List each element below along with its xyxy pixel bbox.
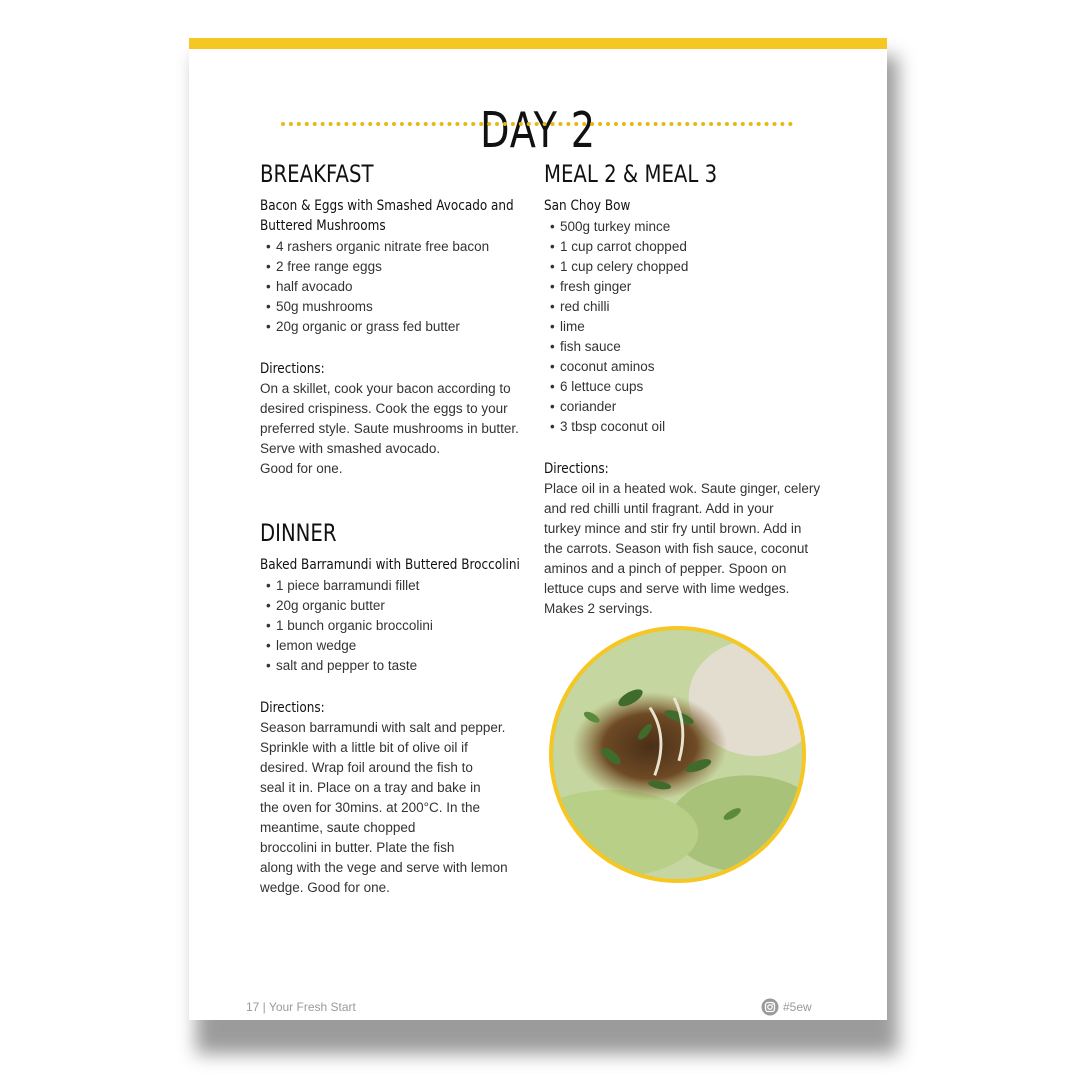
direction-line: turkey mince and stir fry until brown. Add in bbox=[544, 521, 802, 536]
meal23-recipe-name: San Choy Bow bbox=[544, 198, 631, 214]
footer-social bbox=[761, 998, 812, 1016]
left-column bbox=[260, 160, 530, 898]
meal23-ingredient-list bbox=[544, 217, 829, 437]
list-item: • 4 rashers organic nitrate free bacon bbox=[266, 237, 530, 257]
list-item: • coconut aminos bbox=[550, 357, 829, 377]
food-photo-icon bbox=[553, 630, 802, 879]
meal23-directions bbox=[544, 479, 829, 619]
breakfast-directions-label: Directions: bbox=[260, 361, 325, 377]
meal23-heading: MEAL 2 & MEAL 3 bbox=[544, 160, 718, 188]
list-item: • lemon wedge bbox=[266, 636, 530, 656]
footer-hashtag: #5ew bbox=[783, 1000, 812, 1014]
breakfast-directions bbox=[260, 379, 530, 479]
list-item: • 3 tbsp coconut oil bbox=[550, 417, 829, 437]
dinner-ingredient-list bbox=[260, 576, 530, 676]
list-item: • coriander bbox=[550, 397, 829, 417]
direction-line: the carrots. Season with fish sauce, coconut bbox=[544, 541, 809, 556]
direction-line: Place oil in a heated wok. Saute ginger, celery bbox=[544, 481, 821, 496]
top-accent-bar bbox=[189, 38, 887, 49]
list-item: • red chilli bbox=[550, 297, 829, 317]
meal23-directions-label: Directions: bbox=[544, 461, 609, 477]
direction-line: Good for one. bbox=[260, 461, 343, 476]
list-item: • salt and pepper to taste bbox=[266, 656, 530, 676]
list-item: • 2 free range eggs bbox=[266, 257, 530, 277]
list-item: • 1 cup celery chopped bbox=[550, 257, 829, 277]
list-item: • half avocado bbox=[266, 277, 530, 297]
list-item: • 20g organic butter bbox=[266, 596, 530, 616]
dinner-heading: DINNER bbox=[260, 519, 337, 547]
right-column bbox=[544, 160, 829, 619]
list-item: • 50g mushrooms bbox=[266, 297, 530, 317]
list-item: • fresh ginger bbox=[550, 277, 829, 297]
list-item: • 500g turkey mince bbox=[550, 217, 829, 237]
breakfast-recipe-name bbox=[260, 196, 522, 236]
dinner-directions-label: Directions: bbox=[260, 700, 325, 716]
list-item: • 1 bunch organic broccolini bbox=[266, 616, 530, 636]
direction-line: and red chilli until fragrant. Add in your bbox=[544, 501, 774, 516]
list-item: • 20g organic or grass fed butter bbox=[266, 317, 530, 337]
list-item: • fish sauce bbox=[550, 337, 829, 357]
direction-line: desired. Wrap foil around the fish to bbox=[260, 760, 473, 775]
list-item: • 6 lettuce cups bbox=[550, 377, 829, 397]
dinner-recipe-name: Baked Barramundi with Buttered Broccolini bbox=[260, 557, 520, 573]
breakfast-section bbox=[260, 160, 530, 479]
page-title: DAY 2 bbox=[480, 102, 596, 159]
title-dotted-divider bbox=[281, 122, 793, 126]
direction-line: meantime, saute chopped bbox=[260, 820, 416, 835]
direction-line: wedge. Good for one. bbox=[260, 880, 390, 895]
footer-page-label: 17 | Your Fresh Start bbox=[246, 1000, 356, 1014]
direction-line: broccolini in butter. Plate the fish bbox=[260, 840, 455, 855]
direction-line: Makes 2 servings. bbox=[544, 601, 653, 616]
direction-line: lettuce cups and serve with lime wedges. bbox=[544, 581, 790, 596]
list-item: • lime bbox=[550, 317, 829, 337]
direction-line: Serve with smashed avocado. bbox=[260, 441, 441, 456]
dinner-section bbox=[260, 519, 530, 898]
direction-line: preferred style. Saute mushrooms in butter. bbox=[260, 421, 519, 436]
direction-line: seal it in. Place on a tray and bake in bbox=[260, 780, 481, 795]
direction-line: On a skillet, cook your bacon according to bbox=[260, 381, 511, 396]
breakfast-recipe-line: Buttered Mushrooms bbox=[260, 218, 386, 234]
dinner-directions bbox=[260, 718, 530, 898]
document-page bbox=[189, 38, 887, 1020]
direction-line: aminos and a pinch of pepper. Spoon on bbox=[544, 561, 787, 576]
list-item: • 1 piece barramundi fillet bbox=[266, 576, 530, 596]
direction-line: Sprinkle with a little bit of olive oil if bbox=[260, 740, 468, 755]
direction-line: desired crispiness. Cook the eggs to your bbox=[260, 401, 508, 416]
breakfast-recipe-line: Bacon & Eggs with Smashed Avocado and bbox=[260, 198, 514, 214]
breakfast-heading: BREAKFAST bbox=[260, 160, 374, 188]
instagram-icon bbox=[761, 998, 779, 1016]
breakfast-ingredient-list bbox=[260, 237, 530, 337]
list-item: • 1 cup carrot chopped bbox=[550, 237, 829, 257]
direction-line: Season barramundi with salt and pepper. bbox=[260, 720, 506, 735]
food-photo bbox=[549, 626, 806, 883]
direction-line: the oven for 30mins. at 200°C. In the bbox=[260, 800, 481, 815]
direction-line: along with the vege and serve with lemon bbox=[260, 860, 508, 875]
